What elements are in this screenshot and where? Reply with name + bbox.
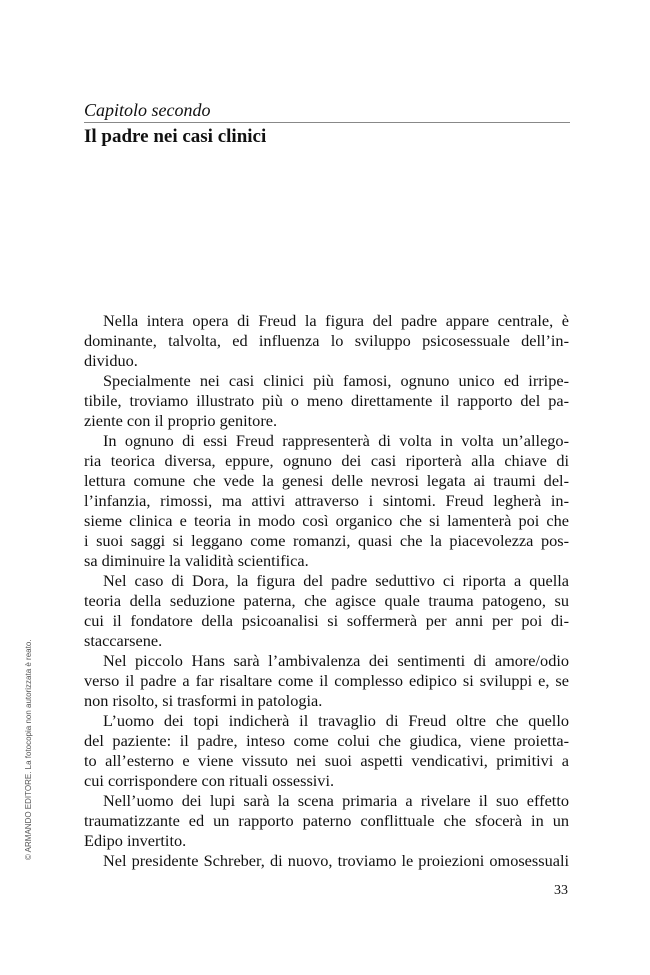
text-line: del paziente: il padre, inteso come colui che giudica, viene proietta- <box>84 731 569 750</box>
text-line: dominante, talvolta, ed influenza lo sviluppo psicosessuale dell’in- <box>84 331 569 350</box>
body-text <box>84 311 569 871</box>
text-line: Nel caso di Dora, la figura del padre seduttivo ci riporta a quella <box>103 571 569 590</box>
text-line: teoria della seduzione paterna, che agisce quale trauma patogeno, su <box>84 591 569 610</box>
text-line: to all’esterno e viene vissuto nei suoi aspetti vendicativi, primitivi a <box>84 751 569 770</box>
text-line: In ognuno di essi Freud rappresenterà di volta in volta un’allego- <box>103 431 569 450</box>
text-line: Edipo invertito. <box>84 831 187 850</box>
text-line: sieme clinica e teoria in modo così organico che si lamenterà poi che <box>84 511 569 530</box>
text-line: ria teorica diversa, eppure, ognuno dei casi riporterà alla chiave di <box>84 451 569 470</box>
page-number: 33 <box>554 883 568 898</box>
text-line: Nel presidente Schreber, di nuovo, troviamo le proiezioni omosessuali <box>103 851 569 870</box>
text-line: ziente con il proprio genitore. <box>84 411 278 430</box>
text-line: sa diminuire la validità scientifica. <box>84 551 309 570</box>
text-line: L’uomo dei topi indicherà il travaglio di Freud oltre che quello <box>103 711 569 730</box>
text-line: i suoi saggi si leggano come romanzi, quasi che la piacevolezza pos- <box>84 531 569 550</box>
copyright-text: © ARMANDO EDITORE. La fotocopia non autorizzata è reato. <box>24 639 33 860</box>
text-line: cui corrispondere con rituali ossessivi. <box>84 771 335 790</box>
text-line: Nella intera opera di Freud la figura del padre appare centrale, è <box>103 311 569 330</box>
text-line: non risolto, si trasformi in patologia. <box>84 691 323 710</box>
text-line: cui il fondatore della psicoanalisi si soffermerà per anni per poi di- <box>84 611 569 630</box>
chapter-title: Il padre nei casi clinici <box>84 126 267 147</box>
text-line: traumatizzante ed un rapporto paterno conflittuale che sfocerà in un <box>84 811 569 830</box>
text-line: l’infanzia, rimossi, ma attivi attraverso i sintomi. Freud legherà in- <box>84 491 569 510</box>
text-line: verso il padre a far risaltare come il complesso edipico si sviluppi e, se <box>84 671 569 690</box>
chapter-label: Capitolo secondo <box>84 100 211 120</box>
text-line: dividuo. <box>84 351 138 370</box>
text-line: Nel piccolo Hans sarà l’ambivalenza dei sentimenti di amore/odio <box>103 651 569 670</box>
text-line: staccarsene. <box>84 631 163 650</box>
text-line: Specialmente nei casi clinici più famosi, ognuno unico ed irripe- <box>103 371 569 390</box>
text-line: Nell’uomo dei lupi sarà la scena primaria a rivelare il suo effetto <box>103 791 569 810</box>
text-line: tibile, troviamo illustrato più o meno direttamente il rapporto del pa- <box>84 391 569 410</box>
header-divider <box>84 122 570 123</box>
text-line: lettura comune che vede la genesi delle nevrosi legata ai traumi del- <box>84 471 569 490</box>
